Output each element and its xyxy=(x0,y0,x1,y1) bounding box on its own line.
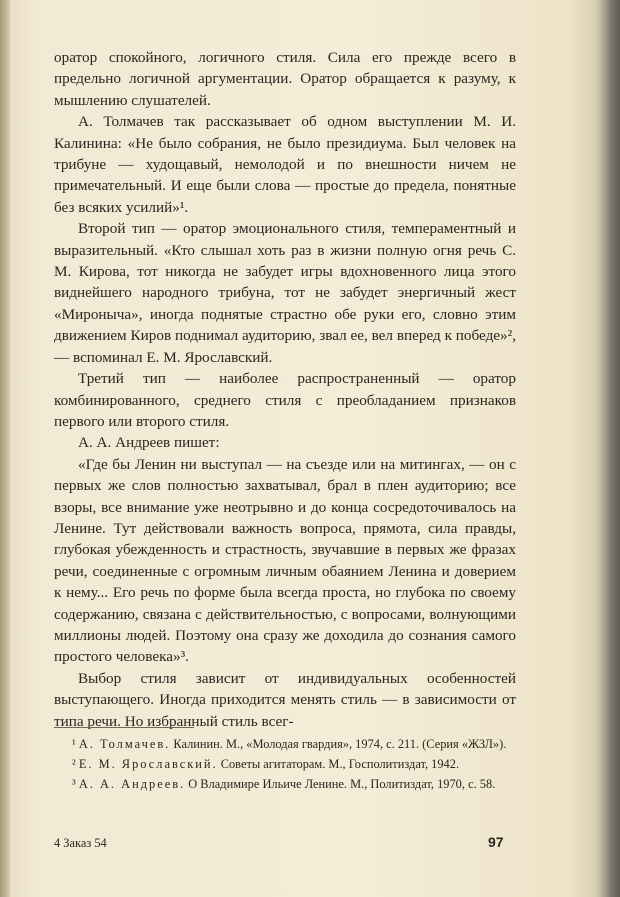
page-number: 97 xyxy=(488,834,504,850)
footnotes xyxy=(54,736,516,792)
footnote-3 xyxy=(54,776,516,792)
paragraph-7: Выбор стиля зависит от индивидуальных особенностей выступающего. Иногда приходится менять стиль — в зависимости от типа речи. Но избранный стиль всег- xyxy=(54,669,516,730)
footnote-mark: ³ xyxy=(72,777,76,791)
footnote-author: А. А. Андреев. xyxy=(78,777,186,791)
paragraph-1: оратор спокойного, логичного стиля. Сила его прежде всего в предельно логичной аргументации. Оратор обращается к разуму, к мышлению слушателей. xyxy=(54,49,516,109)
paragraph-2: А. Толмачев так рассказывает об одном выступлении М. И. Калинина: «Не было собрания, не было президиума. Был человек на трибуне — худощавый, немолодой и по внешности ничем не примечательный. И еще были слова — простые до предела, понятные без всяких усилий»¹. xyxy=(54,113,516,216)
footnote-author: Е. М. Ярославский. xyxy=(78,757,218,771)
footnote-divider xyxy=(54,727,194,728)
paragraph-quote: «Где бы Ленин ни выступал — на съезде или на митингах, — он с первых же слов полностью захватывал, брал в плен аудиторию; все взоры, все внимание уже неотрывно и до конца сосредоточивалось на Ленине. Тут действовали важность вопроса, прямота, сила правды, глубокая убежденность и страстность, звучавшие в первых же фразах речи, соединенные с огромным личным обаянием Ленина и доверием к нему... Его речь по форме была всегда проста, но глубока по своему содержанию, связана с действительностью, с вопросами, волнующими миллионы людей. Поэтому она сразу же доходила до сознания самого простого человека»³. xyxy=(54,455,516,666)
page-edge-shadow xyxy=(598,0,620,897)
footnote-text: Советы агитаторам. М., Госполитиздат, 1942. xyxy=(220,757,460,771)
footnote-1 xyxy=(54,736,516,752)
footnote-text: О Владимире Ильиче Ленине. М., Политиздат, 1970, с. 58. xyxy=(188,777,496,791)
footnote-text: Калинин. М., «Молодая гвардия», 1974, с. 211. (Серия «ЖЗЛ»). xyxy=(173,737,507,751)
page-spine-shadow xyxy=(0,0,10,897)
footnote-mark: ¹ xyxy=(72,737,76,751)
main-text xyxy=(54,47,516,732)
printer-signature: 4 Заказ 54 xyxy=(54,836,107,850)
footnote-mark: ² xyxy=(72,757,76,771)
paragraph-3: Второй тип — оратор эмоционального стиля, темпераментный и выразительный. «Кто слышал хоть раз в жизни полную огня речь С. М. Кирова, тот никогда не забудет игры вдохновенного лица этого виднейшего народного трибуна, тот не забудет энергичный жест «Мироныча», иногда поднятые страстно обе руки его, словно этим движением Киров поднимал аудиторию, звал ее, вел вперед к победе»²,— вспоминал Е. М. Ярославский. xyxy=(54,220,516,366)
paragraph-4: Третий тип — наиболее распространенный — оратор комбинированного, среднего стиля с преобладанием признаков первого или второго стиля. xyxy=(54,370,516,430)
paragraph-5: А. А. Андреев пишет: xyxy=(78,434,220,452)
footnote-2 xyxy=(54,756,516,772)
footnote-author: А. Толмачев. xyxy=(78,737,171,751)
